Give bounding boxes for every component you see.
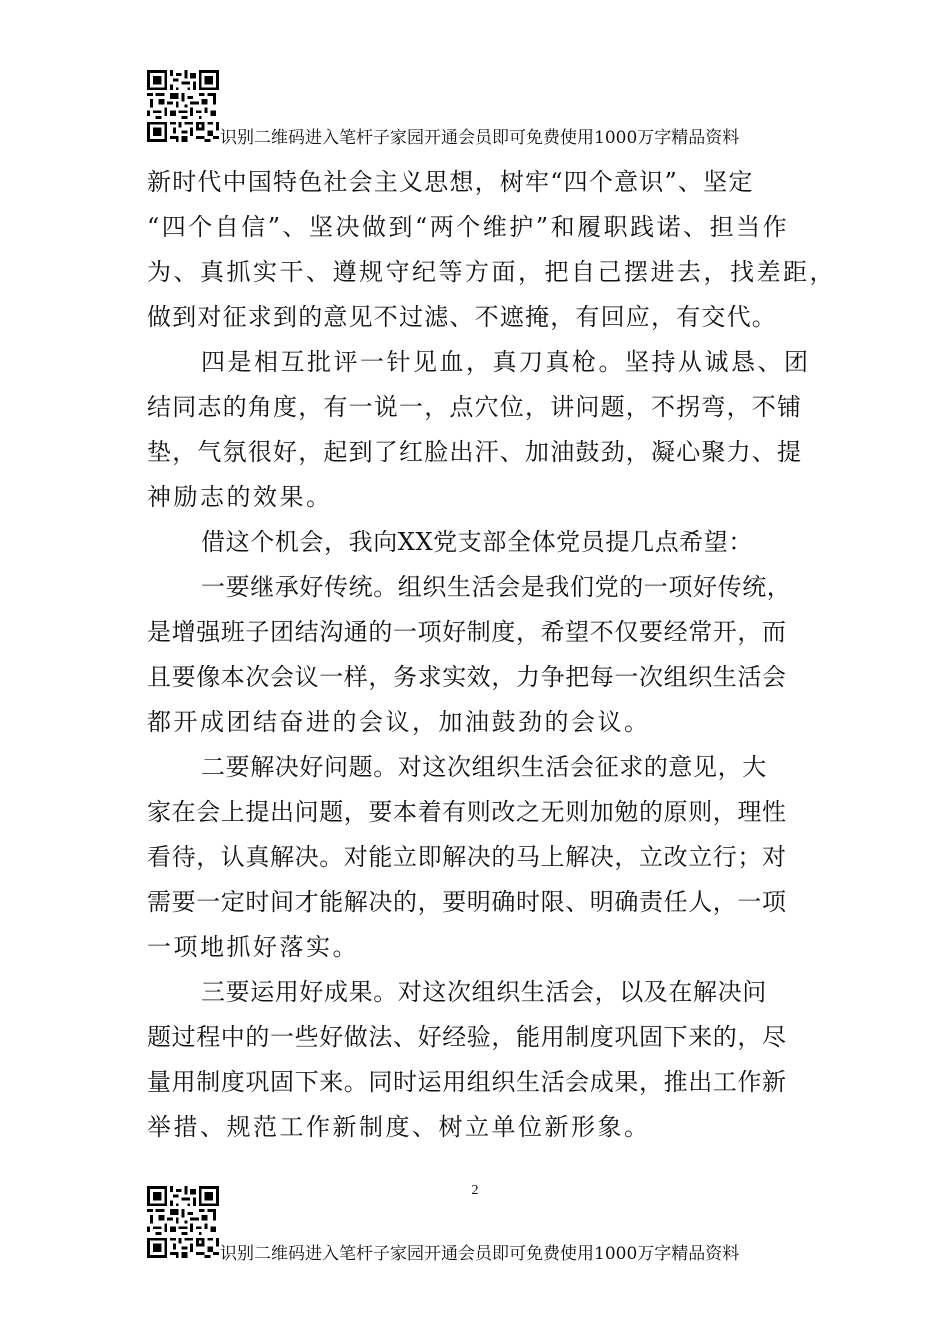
page-number: 2 bbox=[471, 1183, 479, 1198]
paragraph-line: 看待，认真解决。对能立即解决的马上解决，立改立行；对 bbox=[147, 843, 787, 871]
paragraph-line: 做到对征求到的意见不过滤、不遮掩，有回应，有交代。 bbox=[147, 303, 777, 331]
paragraph-line: 题过程中的一些好做法、好经验，能用制度巩固下来的，尽 bbox=[147, 1023, 787, 1051]
paragraph-line: 垫，气氛很好，起到了红脸出汗、加油鼓劲，凝心聚力、提 bbox=[147, 438, 803, 466]
paragraph-line: 一要继承好传统。组织生活会是我们党的一项好传统， bbox=[201, 573, 792, 601]
qr-code-icon bbox=[147, 1186, 219, 1258]
paragraph-line: 四是相互批评一针见血，真刀真枪。坚持从诚恳、团 bbox=[201, 348, 811, 376]
paragraph-line: 二要解决好问题。对这次组织生活会征求的意见，大 bbox=[201, 753, 767, 781]
document-body bbox=[147, 160, 836, 1150]
paragraph-line: 需要一定时间才能解决的，要明确时限、明确责任人，一项 bbox=[147, 888, 787, 916]
paragraph-line: 家在会上提出问题，要本着有则改之无则加勉的原则，理性 bbox=[147, 798, 787, 826]
paragraph-line: 是增强班子团结沟通的一项好制度，希望不仅要经常开，而 bbox=[147, 618, 787, 646]
paragraph-line: 神励志的效果。 bbox=[147, 483, 333, 511]
paragraph-line: 结同志的角度，有一说一，点穴位，讲问题，不拐弯，不铺 bbox=[147, 393, 803, 421]
footer-promo-text: 识别二维码进入笔杆子家园开通会员即可免费使用1000万字精品资料 bbox=[220, 1244, 740, 1264]
paragraph-line: 都开成团结奋进的会议，加油鼓劲的会议。 bbox=[147, 708, 651, 736]
paragraph-line: 量用制度巩固下来。同时运用组织生活会成果，推出工作新 bbox=[147, 1068, 787, 1096]
paragraph-line: 三要运用好成果。对这次组织生活会，以及在解决问 bbox=[201, 978, 767, 1006]
header-promo-text: 识别二维码进入笔杆子家园开通会员即可免费使用1000万字精品资料 bbox=[220, 128, 740, 148]
paragraph-line: 新时代中国特色社会主义思想，树牢“四个意识”、坚定 bbox=[147, 168, 754, 196]
paragraph-line: 一项地抓好落实。 bbox=[147, 933, 359, 961]
paragraph-line: 借这个机会，我向XX党支部全体党员提几点希望： bbox=[201, 528, 753, 556]
paragraph-line: 举措、规范工作新制度、树立单位新形象。 bbox=[147, 1113, 651, 1141]
qr-code-icon bbox=[147, 70, 219, 142]
paragraph-line: 为、真抓实干、遵规守纪等方面，把自己摆进去，找差距， bbox=[147, 258, 836, 286]
paragraph-line: “四个自信”、坚决做到“两个维护”和履职践诺、担当作 bbox=[147, 213, 790, 241]
paragraph-line: 且要像本次会议一样，务求实效，力争把每一次组织生活会 bbox=[147, 663, 787, 691]
